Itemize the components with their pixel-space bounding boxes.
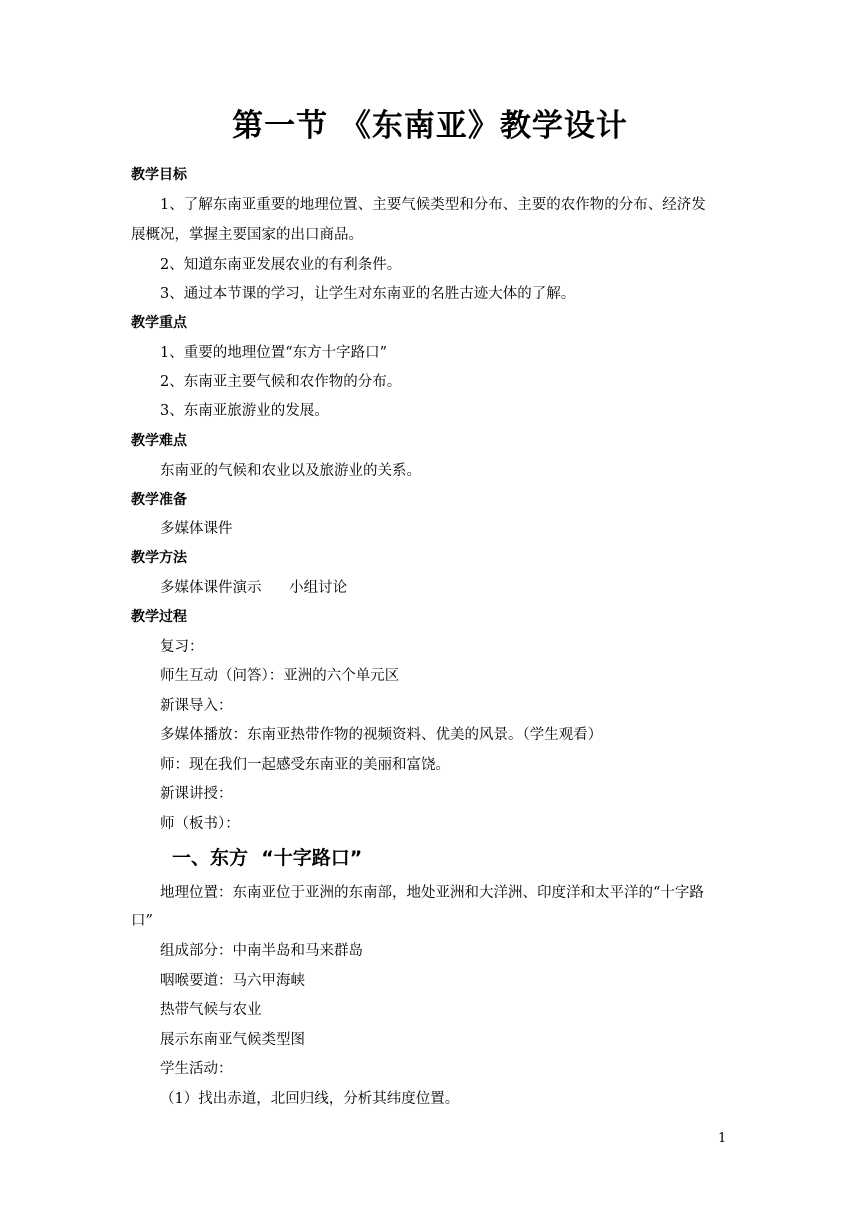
heading-preparation: 教学准备 (131, 492, 187, 508)
heading-methods: 教学方法 (131, 550, 187, 566)
process-board: 师（板书）： (160, 816, 240, 832)
heading-key-points: 教学重点 (131, 315, 187, 331)
activity-text: 学生活动： (160, 1061, 233, 1077)
key-point-2: 2、东南亚主要气候和农作物的分布。 (160, 374, 402, 390)
heading-goals: 教学目标 (131, 167, 187, 183)
process-intro: 新课导入： (160, 698, 233, 714)
location-line-2: 口” (131, 913, 153, 929)
process-media: 多媒体播放：东南亚热带作物的视频资料、优美的风景。（学生观看） (160, 727, 603, 743)
section-one-heading: 一、东方 “十字路口” (172, 847, 363, 869)
show-map-text: 展示东南亚气候类型图 (160, 1032, 305, 1048)
strait-text: 咽喉要道：马六甲海峡 (160, 973, 305, 989)
page-number: 1 (718, 1131, 727, 1146)
document-title: 第一节 《东南亚》教学设计 (232, 108, 628, 144)
process-interaction: 师生互动（问答）：亚洲的六个单元区 (160, 668, 400, 684)
process-teacher: 师：现在我们一起感受东南亚的美丽和富饶。 (160, 757, 450, 773)
preparation-text: 多媒体课件 (160, 521, 233, 537)
key-point-1: 1、重要的地理位置“东方十字路口” (160, 345, 388, 361)
process-review: 复习： (160, 639, 204, 655)
location-line-1: 地理位置：东南亚位于亚洲的东南部，地处亚洲和大洋洲、印度洋和太平洋的“十字路 (160, 885, 704, 901)
goal-item-1-line-2: 展概况，掌握主要国家的出口商品。 (131, 227, 363, 243)
goal-item-2: 2、知道东南亚发展农业的有利条件。 (160, 257, 402, 273)
methods-text: 多媒体课件演示 小组讨论 (160, 580, 348, 596)
goal-item-3: 3、通过本节课的学习，让学生对东南亚的名胜古迹大体的了解。 (160, 286, 576, 302)
difficulties-text: 东南亚的气候和农业以及旅游业的关系。 (160, 463, 421, 479)
climate-agri-text: 热带气候与农业 (160, 1002, 262, 1018)
key-point-3: 3、东南亚旅游业的发展。 (160, 403, 329, 419)
composition-text: 组成部分：中南半岛和马来群岛 (160, 943, 363, 959)
activity-item-1: （1）找出赤道，北回归线，分析其纬度位置。 (160, 1091, 460, 1107)
heading-process: 教学过程 (131, 609, 187, 625)
process-lecture: 新课讲授： (160, 786, 233, 802)
goal-item-1-line-1: 1、了解东南亚重要的地理位置、主要气候类型和分布、主要的农作物的分布、经济发 (160, 197, 706, 213)
heading-difficulties: 教学难点 (131, 433, 187, 449)
